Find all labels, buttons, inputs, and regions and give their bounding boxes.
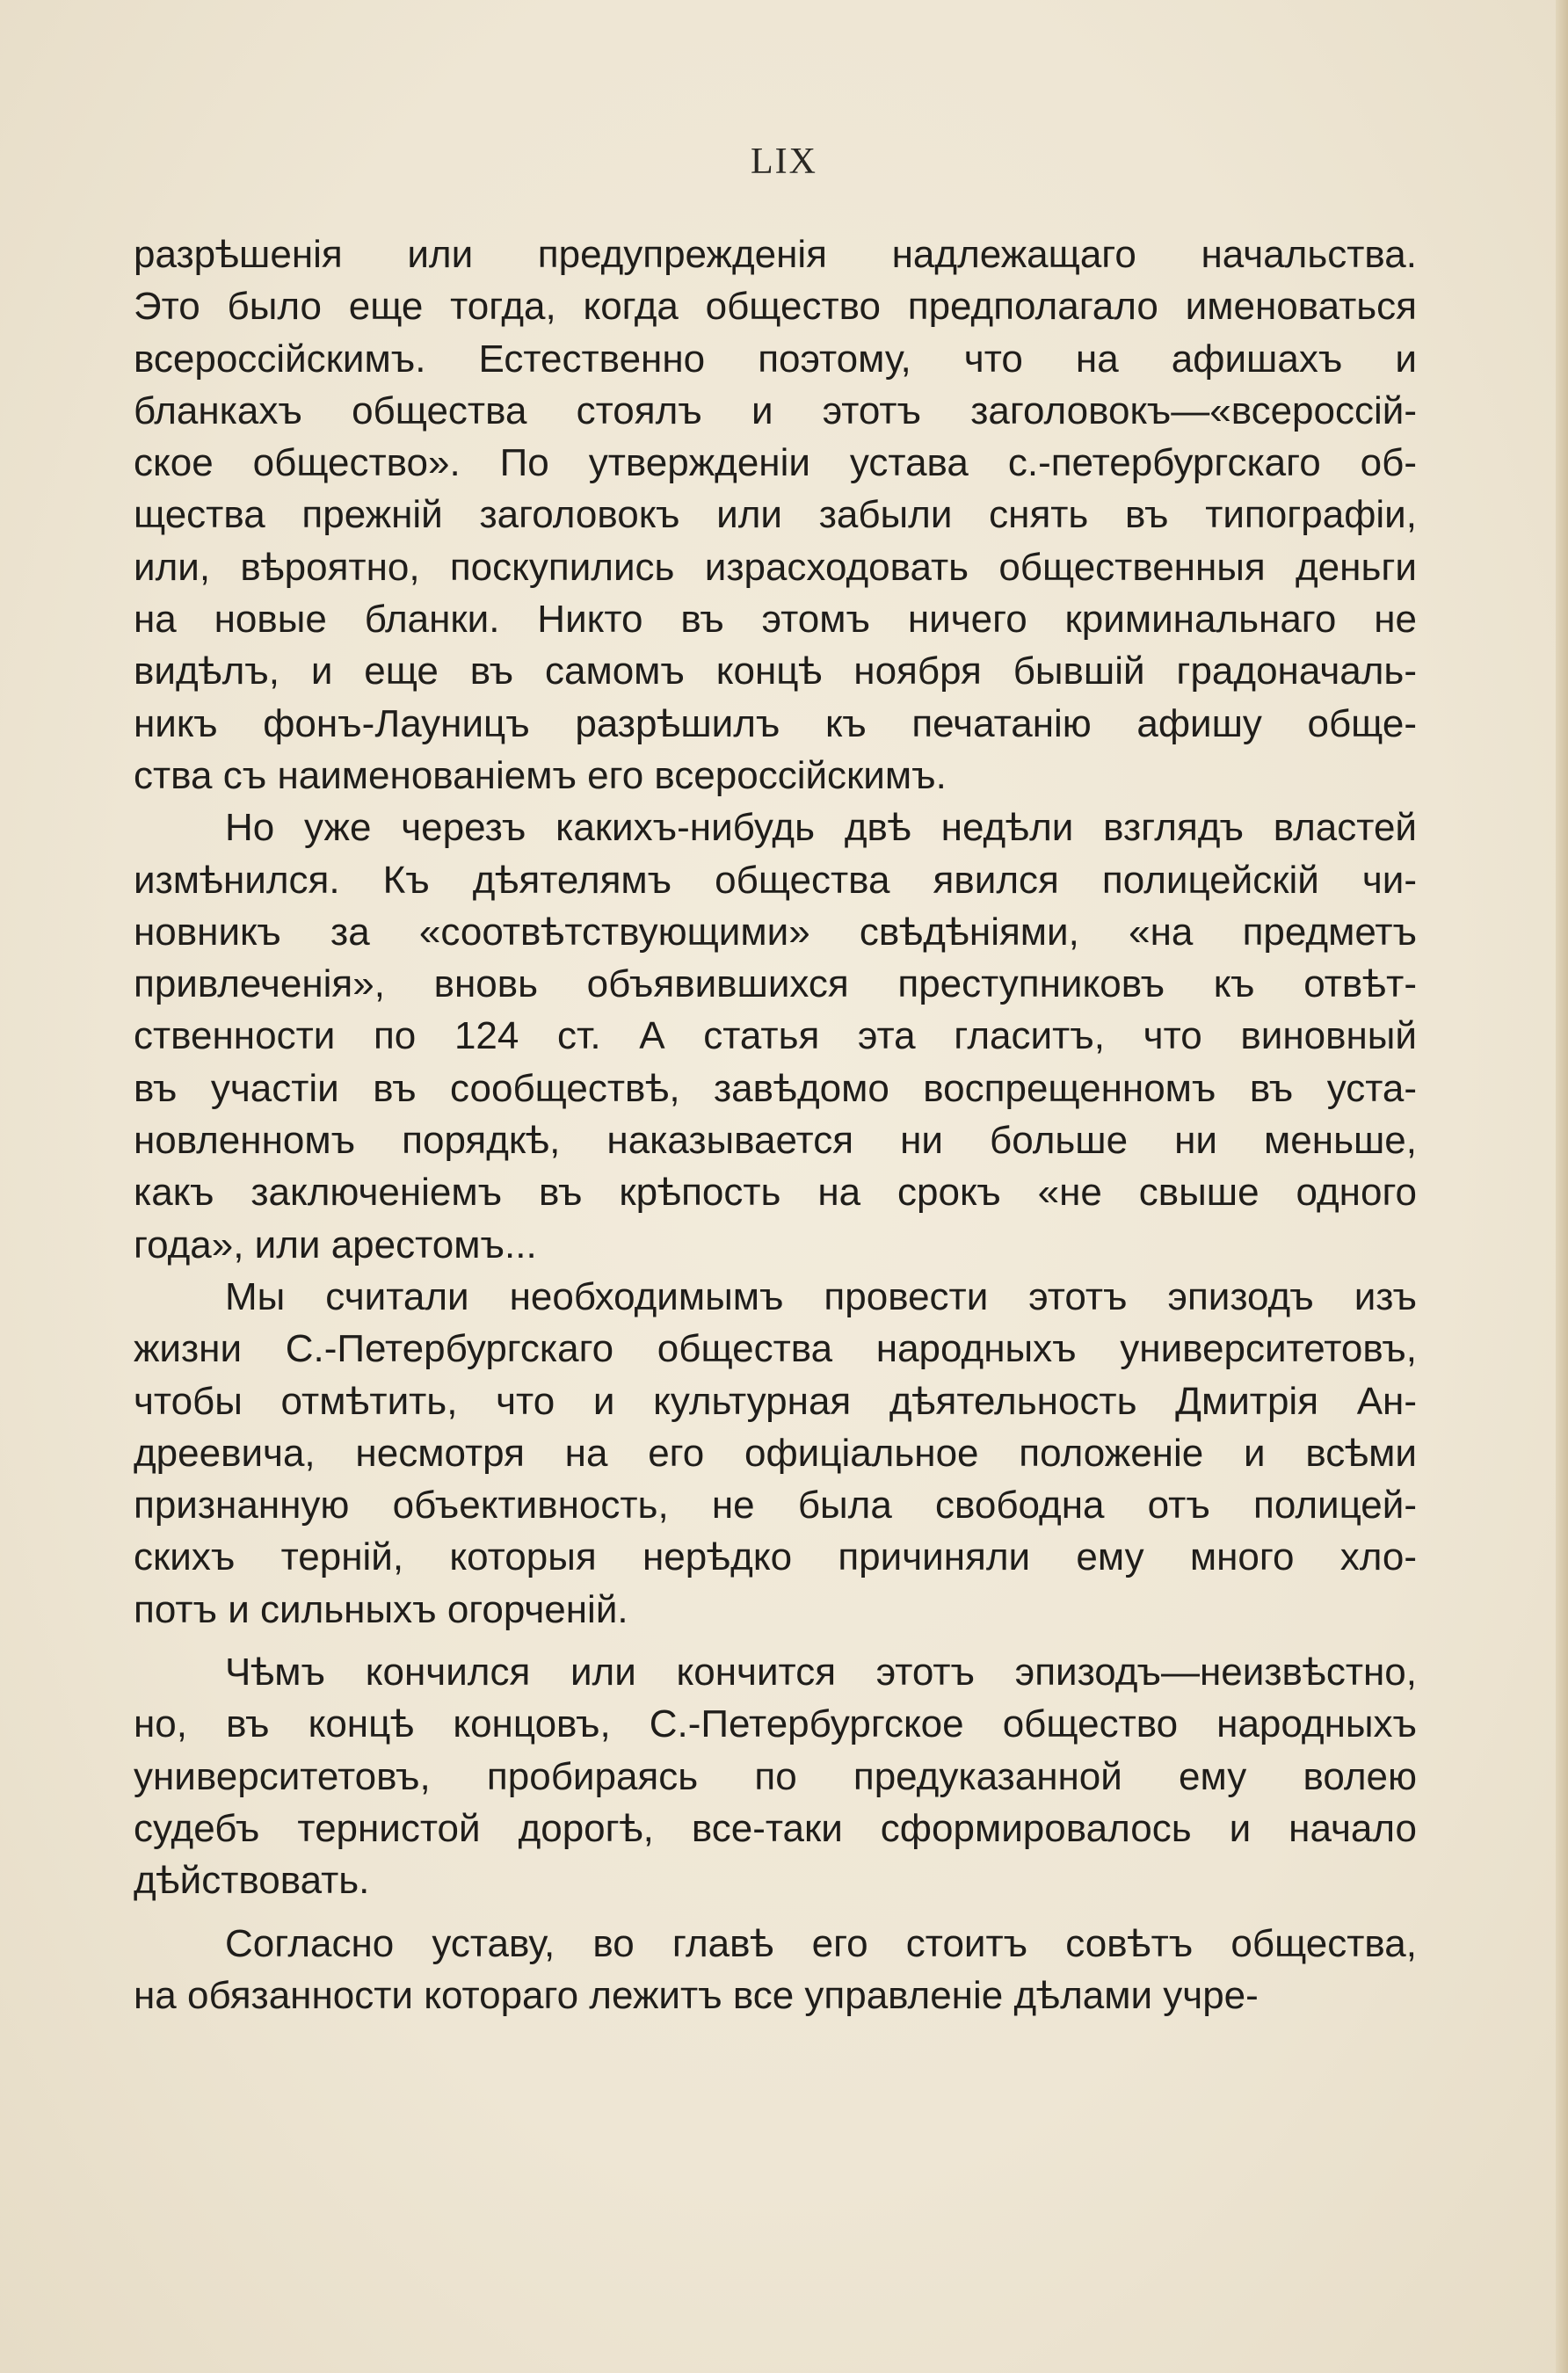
text-line: Согласно уставу, во главѣ его стоитъ совѣтъ общества, <box>225 1921 1417 1965</box>
paragraph-gap <box>134 1636 1417 1646</box>
text-line: разрѣшенія или предупрежденія надлежащаго начальства. <box>134 233 1417 276</box>
text-line: на обязанности котораго лежитъ все управленіе дѣлами учре- <box>134 1973 1259 2017</box>
text-line: судебъ тернистой дорогѣ, все-таки сформировалось и начало <box>134 1806 1417 1850</box>
text-line: новленномъ порядкѣ, наказывается ни больше ни меньше, <box>134 1119 1417 1163</box>
paragraph <box>134 802 1417 1271</box>
text-line: Но уже черезъ какихъ-нибудь двѣ недѣли взглядъ властей <box>225 806 1417 850</box>
text-line: Мы считали необходимымъ провести этотъ эпизодъ изъ <box>225 1274 1417 1318</box>
text-line: никъ фонъ-Лауницъ разрѣшилъ къ печатанію афишу обще- <box>134 701 1417 745</box>
text-line: въ участіи въ сообществѣ, завѣдомо воспрещенномъ въ уста- <box>134 1066 1417 1110</box>
text-line: или, вѣроятно, поскупились израсходовать общественныя деньги <box>134 545 1417 589</box>
text-line: новникъ за «соотвѣтствующими» свѣдѣніями, «на предметъ <box>134 910 1417 954</box>
page-edge-shadow <box>1556 0 1568 2373</box>
page-number: LIX <box>751 142 817 182</box>
paragraph <box>134 1918 1417 2022</box>
text-line: ственности по 124 ст. А статья эта гласитъ, что виновный <box>134 1014 1417 1058</box>
text-line: года», или арестомъ... <box>134 1223 537 1266</box>
paragraph <box>134 1271 1417 1636</box>
text-line: видѣлъ, и еще въ самомъ концѣ ноября бывшій градоначаль- <box>134 649 1417 693</box>
text-line: ства съ наименованіемъ его всероссійскимъ. <box>134 753 947 797</box>
text-line: ское общество». По утвержденіи устава с.-петербургскаго об- <box>134 441 1417 485</box>
text-line: но, въ концѣ концовъ, С.-Петербургское общество народныхъ <box>134 1702 1417 1746</box>
text-line: привлеченія», вновь объявившихся преступниковъ къ отвѣт- <box>134 962 1417 1006</box>
text-line: Чѣмъ кончился или кончится этотъ эпизодъ—неизвѣстно, <box>225 1651 1417 1694</box>
text-line: Это было еще тогда, когда общество предполагало именоваться <box>134 285 1417 329</box>
text-line: щества прежній заголовокъ или забыли снять въ типографіи, <box>134 493 1417 537</box>
paragraph <box>134 229 1417 802</box>
text-line: чтобы отмѣтить, что и культурная дѣятельность Дмитрія Ан- <box>134 1379 1417 1423</box>
text-line: скихъ терній, которыя нерѣдко причиняли ему много хло- <box>134 1535 1417 1579</box>
text-line: бланкахъ общества стоялъ и этотъ заголовокъ—«всероссій- <box>134 388 1417 432</box>
text-line: дреевича, несмотря на его офиціальное положеніе и всѣми <box>134 1431 1417 1475</box>
text-line: потъ и сильныхъ огорченій. <box>134 1587 628 1631</box>
paragraph-gap <box>134 1907 1417 1918</box>
text-line: университетовъ, пробираясь по предуказанной ему волею <box>134 1754 1417 1798</box>
text-line: признанную объективность, не была свободна отъ полицей- <box>134 1484 1417 1528</box>
text-line: измѣнился. Къ дѣятелямъ общества явился полицейскій чи- <box>134 858 1417 902</box>
text-line: всероссійскимъ. Естественно поэтому, что на афишахъ и <box>134 337 1417 381</box>
text-line: на новые бланки. Никто въ этомъ ничего криминальнаго не <box>134 598 1417 642</box>
text-line: какъ заключеніемъ въ крѣпость на срокъ «не свыше одного <box>134 1171 1417 1215</box>
paragraph <box>134 1646 1417 1906</box>
text-line: дѣйствовать. <box>134 1859 370 1903</box>
body-text <box>134 229 1417 2021</box>
text-line: жизни С.-Петербургскаго общества народныхъ университетовъ, <box>134 1327 1417 1371</box>
